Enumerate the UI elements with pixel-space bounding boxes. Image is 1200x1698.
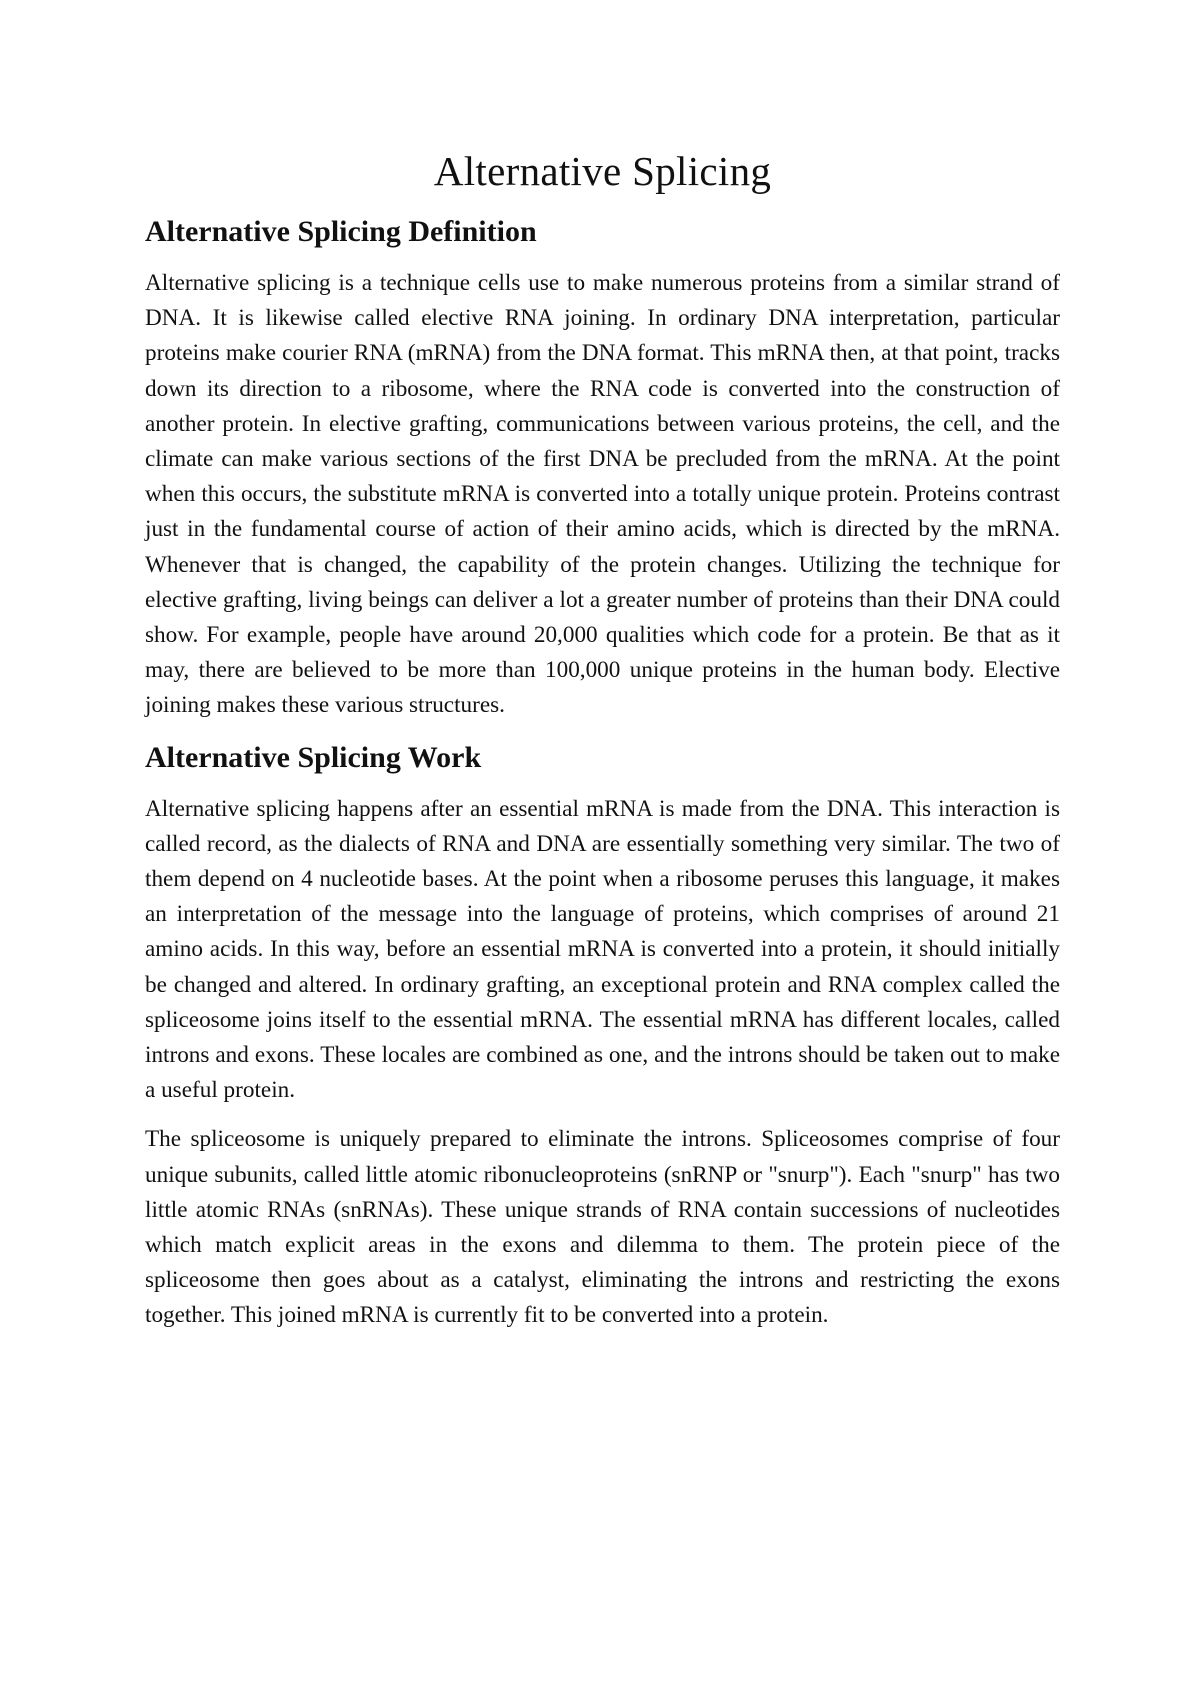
section-heading-work: Alternative Splicing Work bbox=[145, 740, 482, 774]
document-page bbox=[145, 140, 1060, 1348]
section-heading-definition: Alternative Splicing Definition bbox=[145, 215, 537, 248]
definition-paragraph: Alternative splicing is a technique cells use to make numerous proteins from a similar strand of DNA. It is likewise called elective RNA joining. In ordinary DNA interpretation, particular proteins make courier RNA (mRNA) from the DNA format. This mRNA then, at that point, tracks down its direction to a ribosome, where the RNA code is converted into the construction of another protein. In elective grafting, communications between various proteins, the cell, and the climate can make various sections of the first DNA be precluded from the mRNA. At the point when this occurs, the substitute mRNA is converted into a totally unique protein. Proteins contrast just in the fundamental course of action of their amino acids, which is directed by the mRNA. Whenever that is changed, the capability of the protein changes. Utilizing the technique for elective grafting, living beings can deliver a lot a greater number of proteins than their DNA could show. For example, people have around 20,000 qualities which code for a protein. Be that as it may, there are believed to be more than 100,000 unique proteins in the human body. Elective joining makes these various structures. bbox=[145, 270, 1060, 719]
work-paragraph-1: Alternative splicing happens after an essential mRNA is made from the DNA. This interaction is called record, as the dialects of RNA and DNA are essentially something very similar. The two of them depend on 4 nucleotide bases. At the point when a ribosome peruses this language, it makes an interpretation of the message into the language of proteins, which comprises of around 21 amino acids. In this way, before an essential mRNA is converted into a protein, it should initially be changed and altered. In ordinary grafting, an exceptional protein and RNA complex called the spliceosome joins itself to the essential mRNA. The essential mRNA has different locales, called introns and exons. These locales are combined as one, and the introns should be taken out to make a useful protein. bbox=[145, 795, 1060, 1104]
work-paragraph-2: The spliceosome is uniquely prepared to eliminate the introns. Spliceosomes comprise of four unique subunits, called little atomic ribonucleoproteins (snRNP or "snurp"). Each "snurp" has two little atomic RNAs (snRNAs). These unique strands of RNA contain successions of nucleotides which match explicit areas in the exons and dilemma to them. The protein piece of the spliceosome then goes about as a catalyst, eliminating the introns and restricting the exons together. This joined mRNA is currently fit to be converted into a protein. bbox=[145, 1126, 1060, 1329]
document-title: Alternative Splicing bbox=[433, 148, 772, 194]
